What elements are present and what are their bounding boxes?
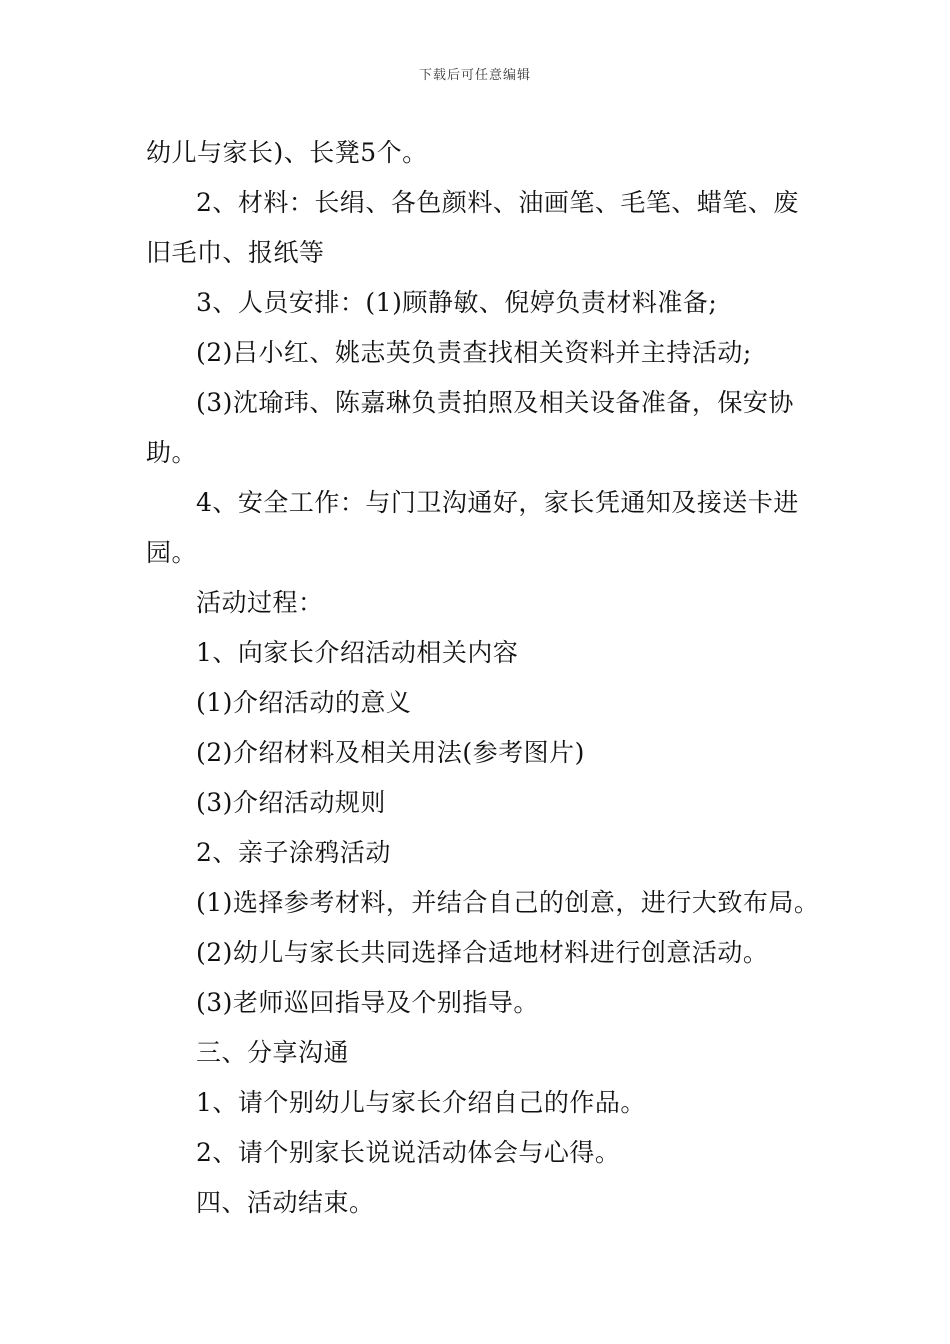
text-line: 2、材料：长绢、各色颜料、油画笔、毛笔、蜡笔、废 [196,188,799,217]
section-heading: 四、活动结束。 [196,1188,375,1217]
text-line: (1)选择参考材料，并结合自己的创意，进行大致布局。 [196,888,820,917]
text-line: 园。 [146,538,198,567]
document-body [146,128,820,1228]
text-line: 2、亲子涂鸦活动 [196,838,391,867]
page-header: 下载后可任意编辑 [418,68,531,83]
text-line: 3、人员安排：(1)顾静敏、倪婷负责材料准备; [196,288,718,317]
text-line: (2)幼儿与家长共同选择合适地材料进行创意活动。 [196,938,769,967]
text-line: (1)介绍活动的意义 [196,688,412,717]
text-line: (3)介绍活动规则 [196,788,386,817]
section-heading: 三、分享沟通 [196,1038,350,1067]
text-line: (3)沈瑜玮、陈嘉琳负责拍照及相关设备准备，保安协 [196,388,794,417]
text-line: 4、安全工作：与门卫沟通好，家长凭通知及接送卡进 [196,488,799,517]
text-line: (2)吕小红、姚志英负责查找相关资料并主持活动; [196,338,752,367]
section-heading: 活动过程： [196,588,324,617]
text-line: 旧毛巾、报纸等 [146,238,325,267]
text-line: (3)老师巡回指导及个别指导。 [196,988,539,1017]
text-line: 1、请个别幼儿与家长介绍自己的作品。 [196,1088,646,1117]
text-line: 幼儿与家长)、长凳5个。 [146,138,428,167]
text-line: (2)介绍材料及相关用法(参考图片) [196,738,585,767]
text-line: 1、向家长介绍活动相关内容 [196,638,519,667]
text-line: 助。 [146,438,198,467]
text-line: 2、请个别家长说说活动体会与心得。 [196,1138,621,1167]
